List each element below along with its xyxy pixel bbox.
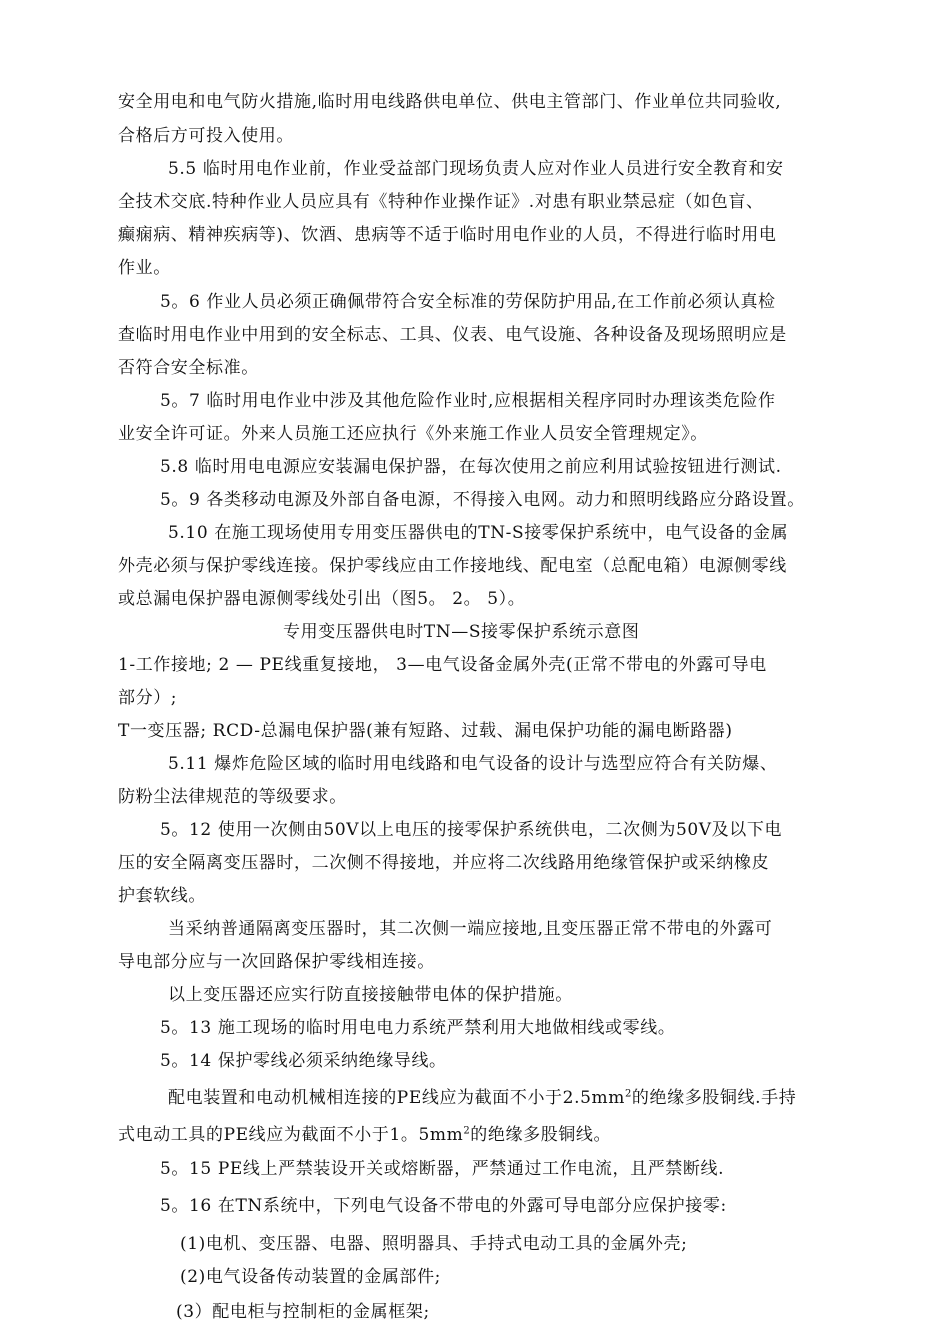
text-line: 以上变压器还应实行防直接接触带电体的保护措施。 [168,985,573,1005]
text-line: 当采纳普通隔离变压器时，其二次侧一端应接地,且变压器正常不带电的外露可 [168,919,773,939]
text-line: 护套软线。 [118,886,206,906]
text-segment: 式电动工具的PE线应为截面不小于1。5mm [118,1125,464,1145]
text-line: 5。9 各类移动电源及外部自备电源，不得接入电网。动力和照明线路应分路设置。 [160,490,805,510]
text-line: 5.8 临时用电电源应安装漏电保护器，在每次使用之前应利用试验按钮进行测试. [160,457,782,477]
text-line: 导电部分应与一次回路保护零线相连接。 [118,952,435,972]
text-line: 全技术交底.特种作业人员应具有《特种作业操作证》.对患有职业禁忌症（如色盲、 [118,192,764,212]
text-line: 5。15 PE线上严禁装设开关或熔断器，严禁通过工作电流，且严禁断线. [160,1159,725,1179]
text-line: 5。7 临时用电作业中涉及其他危险作业时,应根据相关程序同时办理该类危险作 [160,391,776,411]
text-line: 作业。 [118,258,171,278]
text-line: 5.5 临时用电作业前，作业受益部门现场负责人应对作业人员进行安全教育和安 [168,159,784,179]
text-line [168,1087,796,1109]
text-line: 5.11 爆炸危险区域的临时用电线路和电气设备的设计与选型应符合有关防爆、 [168,754,778,774]
text-line: 1-工作接地; 2 — PE线重复接地， 3—电气设备金属外壳(正常不带电的外露可导电 [118,655,767,675]
text-line: T一变压器; RCD-总漏电保护器(兼有短路、过载、漏电保护功能的漏电断路器) [118,721,733,741]
text-line: 部分）; [118,688,178,708]
text-line: 业安全许可证。外来人员施工还应执行《外来施工作业人员安全管理规定》。 [118,424,708,444]
text-line: 压的安全隔离变压器时，二次侧不得接地，并应将二次线路用绝缘管保护或采纳橡皮 [118,853,770,873]
text-line: 5。6 作业人员必须正确佩带符合安全标准的劳保防护用品,在工作前必须认真检 [160,292,776,312]
figure-caption: 专用变压器供电时TN—S接零保护系统示意图 [283,622,640,642]
text-line: 或总漏电保护器电源侧零线处引出（图5。 2。 5）。 [118,589,526,609]
text-line: 否符合安全标准。 [118,358,259,378]
text-line: 合格后方可投入使用。 [118,126,294,146]
text-line: 5。13 施工现场的临时用电电力系统严禁利用大地做相线或零线。 [160,1018,676,1038]
text-segment: 的绝缘多股铜线.手持 [631,1088,797,1108]
text-line: 癫痫病、精神疾病等)、饮酒、患病等不适于临时用电作业的人员，不得进行临时用电 [118,225,777,245]
text-line: 5。16 在TN系统中，下列电气设备不带电的外露可导电部分应保护接零: [160,1196,727,1216]
text-segment: 的绝缘多股铜线。 [470,1125,612,1145]
text-line: 5。12 使用一次侧由50V以上电压的接零保护系统供电，二次侧为50V及以下电 [160,820,783,840]
text-line: 外壳必须与保护零线连接。保护零线应由工作接地线、配电室（总配电箱）电源侧零线 [118,556,787,576]
text-line [118,1124,611,1146]
text-segment: 配电装置和电动机械相连接的PE线应为截面不小于2.5mm [168,1088,625,1108]
text-line: (3）配电柜与控制柜的金属框架; [176,1302,430,1322]
superscript: 2 [463,1125,471,1137]
text-line: 5.10 在施工现场使用专用变压器供电的TN-S接零保护系统中，电气设备的金属 [168,523,789,543]
text-line: 5。14 保护零线必须采纳绝缘导线。 [160,1051,447,1071]
text-line: (2)电气设备传动装置的金属部件; [180,1267,442,1287]
text-line: 查临时用电作业中用到的安全标志、工具、仪表、电气设施、各种设备及现场照明应是 [118,325,787,345]
superscript: 2 [624,1088,632,1100]
text-line: 安全用电和电气防火措施,临时用电线路供电单位、供电主管部门、作业单位共同验收, [118,92,782,112]
text-line: 防粉尘法律规范的等级要求。 [118,787,347,807]
text-line: (1)电机、变压器、电器、照明器具、手持式电动工具的金属外壳; [180,1234,688,1254]
